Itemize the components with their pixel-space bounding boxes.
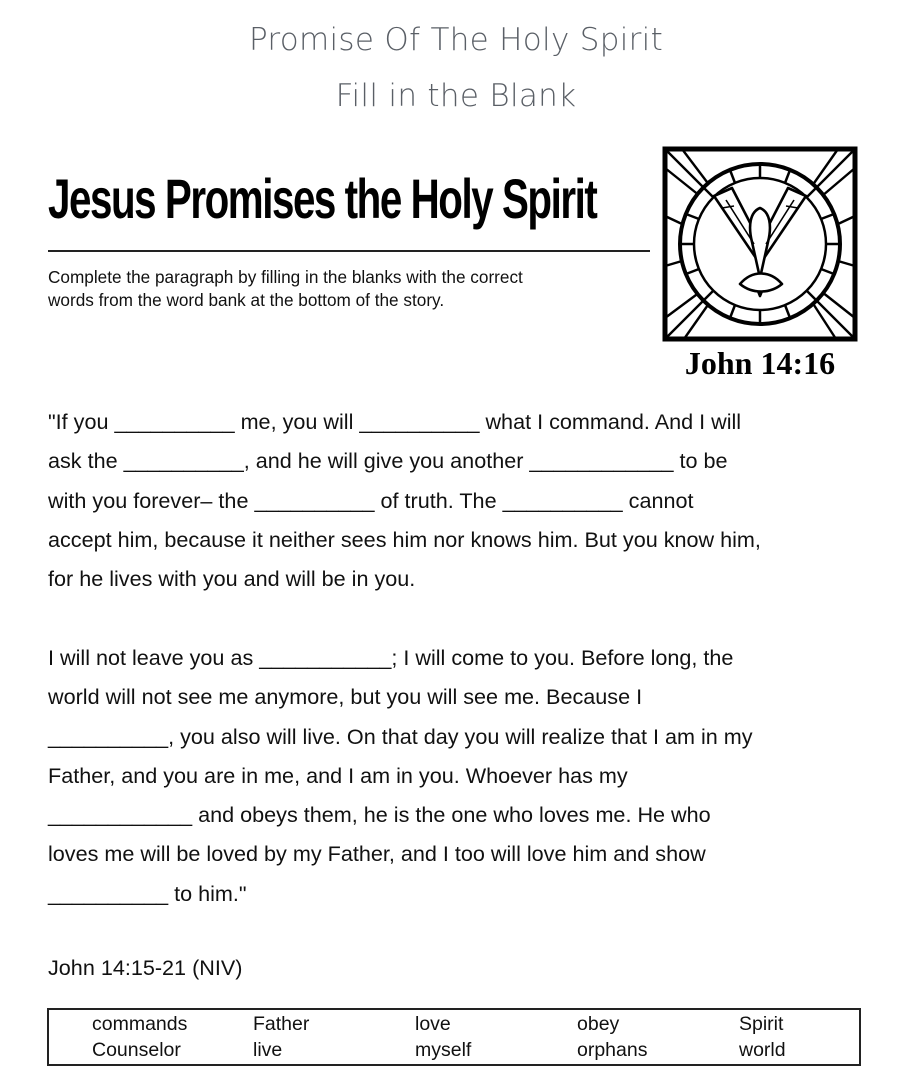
word-bank-item: love — [415, 1013, 451, 1035]
word-bank-item: myself — [415, 1039, 472, 1061]
word-bank-item: Father — [253, 1013, 310, 1035]
word-bank-item: live — [253, 1039, 283, 1061]
instructions-line: Complete the paragraph by filling in the blanks with the correct — [48, 267, 523, 287]
paragraph-line: __________, you also will live. On that day you will realize that I am in my — [48, 723, 753, 749]
verse-reference-label: John 14:16 — [684, 345, 836, 381]
word-bank-item: world — [739, 1039, 786, 1061]
story-paragraph-1 — [48, 402, 868, 598]
instructions-line: words from the word bank at the bottom of the story. — [48, 290, 445, 310]
paragraph-line: I will not leave you as ___________; I will come to you. Before long, the — [48, 645, 734, 670]
paragraph-line: Father, and you are in me, and I am in you. Whoever has my — [48, 762, 628, 788]
word-bank-item: commands — [92, 1013, 188, 1035]
paragraph-line: __________ to him." — [48, 880, 247, 906]
stained-glass-dove-illustration — [662, 146, 858, 342]
instructions — [48, 266, 648, 312]
page-subtitle: Fill in the Blank — [335, 78, 577, 114]
word-bank — [47, 1008, 861, 1066]
paragraph-line: "If you __________ me, you will __________ what I command. And I will — [48, 409, 742, 434]
word-bank-item: Spirit — [739, 1013, 784, 1035]
page-header — [0, 12, 912, 124]
paragraph-line: ask the __________, and he will give you another ____________ to be — [48, 448, 728, 474]
story-paragraph-2 — [48, 638, 868, 913]
title-divider — [48, 250, 650, 252]
paragraph-line: loves me will be loved by my Father, and I too will love him and show — [48, 841, 706, 867]
paragraph-line: world will not see me anymore, but you will see me. Because I — [48, 684, 643, 710]
word-bank-item: orphans — [577, 1039, 648, 1061]
paragraph-line: accept him, because it neither sees him nor knows him. But you know him, — [48, 526, 761, 552]
page-title: Promise Of The Holy Spirit — [248, 22, 664, 58]
worksheet-title: Jesus Promises the Holy Spirit — [48, 167, 597, 230]
paragraph-line: ____________ and obeys them, he is the one who loves me. He who — [48, 802, 711, 828]
scripture-reference: John 14:15-21 (NIV) — [48, 955, 243, 980]
paragraph-line: with you forever– the __________ of truth. The __________ cannot — [48, 487, 694, 513]
word-bank-item: Counselor — [92, 1039, 181, 1061]
paragraph-line: for he lives with you and will be in you. — [48, 566, 416, 592]
word-bank-item: obey — [577, 1013, 620, 1035]
